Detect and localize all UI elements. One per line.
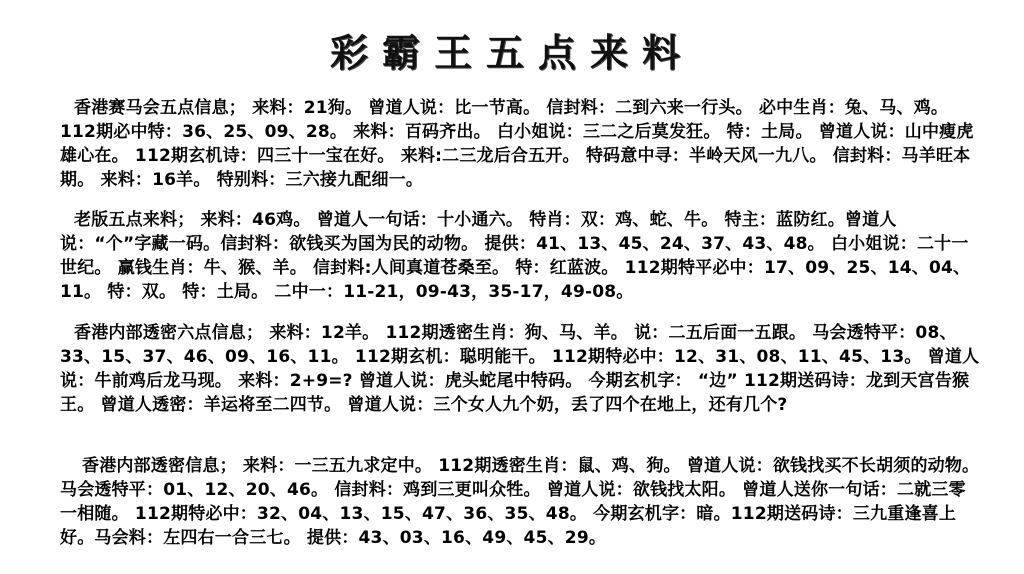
info-paragraph-3: 香港内部透密六点信息； 来料：12羊。 112期透密生肖：狗、马、羊。 说：二五后面一五跟。 马会透特平：08、33、15、37、46、09、16、11。 112期玄机：聪明能干。 112期特必中：12、31、08、11、45、13。 曾道人说：牛前鸡后龙马现。 来料：2+9=? 曾道人说：虎头蛇尾中特码。 今期玄机字： “边” 112期送码诗：龙到天宫告猴王。 曾道人透密：羊运将至二四节。 曾道人说：三个女人九个奶，丢了四个在地上，还有几个? [60,323,980,415]
info-paragraph-2: 老版五点来料； 来料：46鸡。 曾道人一句话：十小通六。 特肖：双：鸡、蛇、牛。 特主：蓝防红。曾道人说：“个”字藏一码。信封料：欲钱买为国为民的动物。 提供：41、13、45、24、37、43、48。 白小姐说：二十一世纪。 赢钱生肖：牛、猴、羊。 信封料:人间真道苍桑至。 特：红蓝波。 112期特平必中：17、09、25、14、04、11。 特：双。 特：土局。 二中一：11-21，09-43，35-17，49-08。 [60,210,971,302]
page-title: 彩霸王五点来料 [329,30,694,75]
info-paragraph-4: 香港内部透密信息； 来料：一三五九求定中。 112期透密生肖：鼠、鸡、狗。 曾道人说：欲钱找买不长胡须的动物。 马会透特平：01、12、20、46。 信封料：鸡到三更叫众牲。 曾道人说：欲钱找太阳。 曾道人送你一句话：二就三零一相随。 112期特必中：32、04、13、15、47、36、35、48。 今期玄机字：暗。112期送码诗：三九重逢喜上好。马会料：左四右一合三七。 提供：43、03、16、49、45、29。 [60,456,980,548]
info-paragraph-1: 香港赛马会五点信息； 来料：21狗。 曾道人说：比一节高。 信封料：二到六来一行头。 必中生肖：兔、马、鸡。 112期必中特：36、25、09、28。 来料：百码齐出。 白小姐说：三二之后莫发狂。 特：土局。 曾道人说：山中瘦虎雄心在。 112期玄机诗：四三十一宝在好。 来料:二三龙后合五开。 特码意中寻：半岭天风一九八。 信封料：马羊旺本期。 来料：16羊。 特别料：三六接九配细一。 [60,98,974,190]
